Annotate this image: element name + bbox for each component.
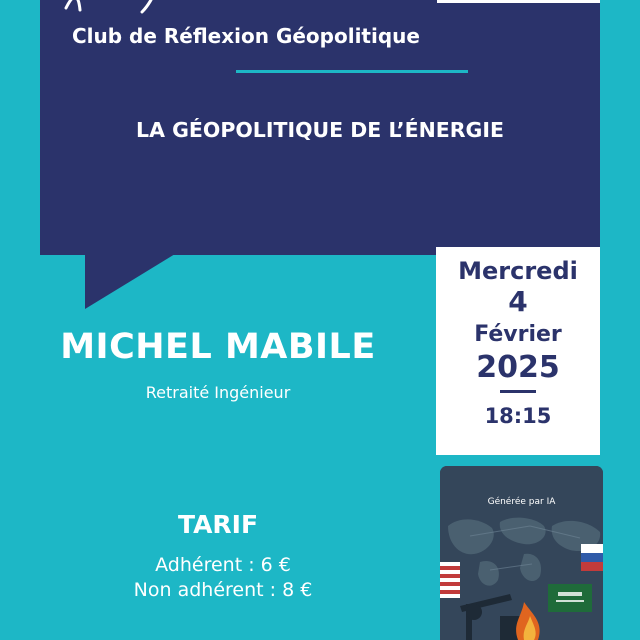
event-topic: LA GÉOPOLITIQUE DE L’ÉNERGIE [136,118,504,142]
event-time: 18:15 [484,404,552,428]
speaker-name: MICHEL MABILE [60,327,376,367]
tarif-non-member: Non adhérent : 8 € [133,579,313,601]
russia-flag-icon [581,544,603,571]
tarif-heading: TARIF [177,510,259,539]
speaker-title: Retraité Ingénieur [145,383,291,402]
club-name: Club de Réflexion Géopolitique [72,24,420,48]
tarif-member: Adhérent : 6 € [155,554,291,576]
event-month: Février [474,322,562,347]
event-weekday: Mercredi [458,257,578,285]
event-day: 4 [508,285,528,318]
header-corner-box [437,0,600,3]
date-box [436,247,600,455]
speech-bubble-tail [85,254,175,309]
energy-illustration [440,466,603,640]
header-divider [236,70,468,73]
us-flag-icon [440,562,460,598]
club-logo-script [58,0,168,16]
saudi-flag-icon [548,584,592,612]
date-divider [500,390,536,393]
ai-generated-caption: Générée par IA [487,497,556,507]
ai-image-card [440,466,603,640]
event-year: 2025 [476,350,560,385]
